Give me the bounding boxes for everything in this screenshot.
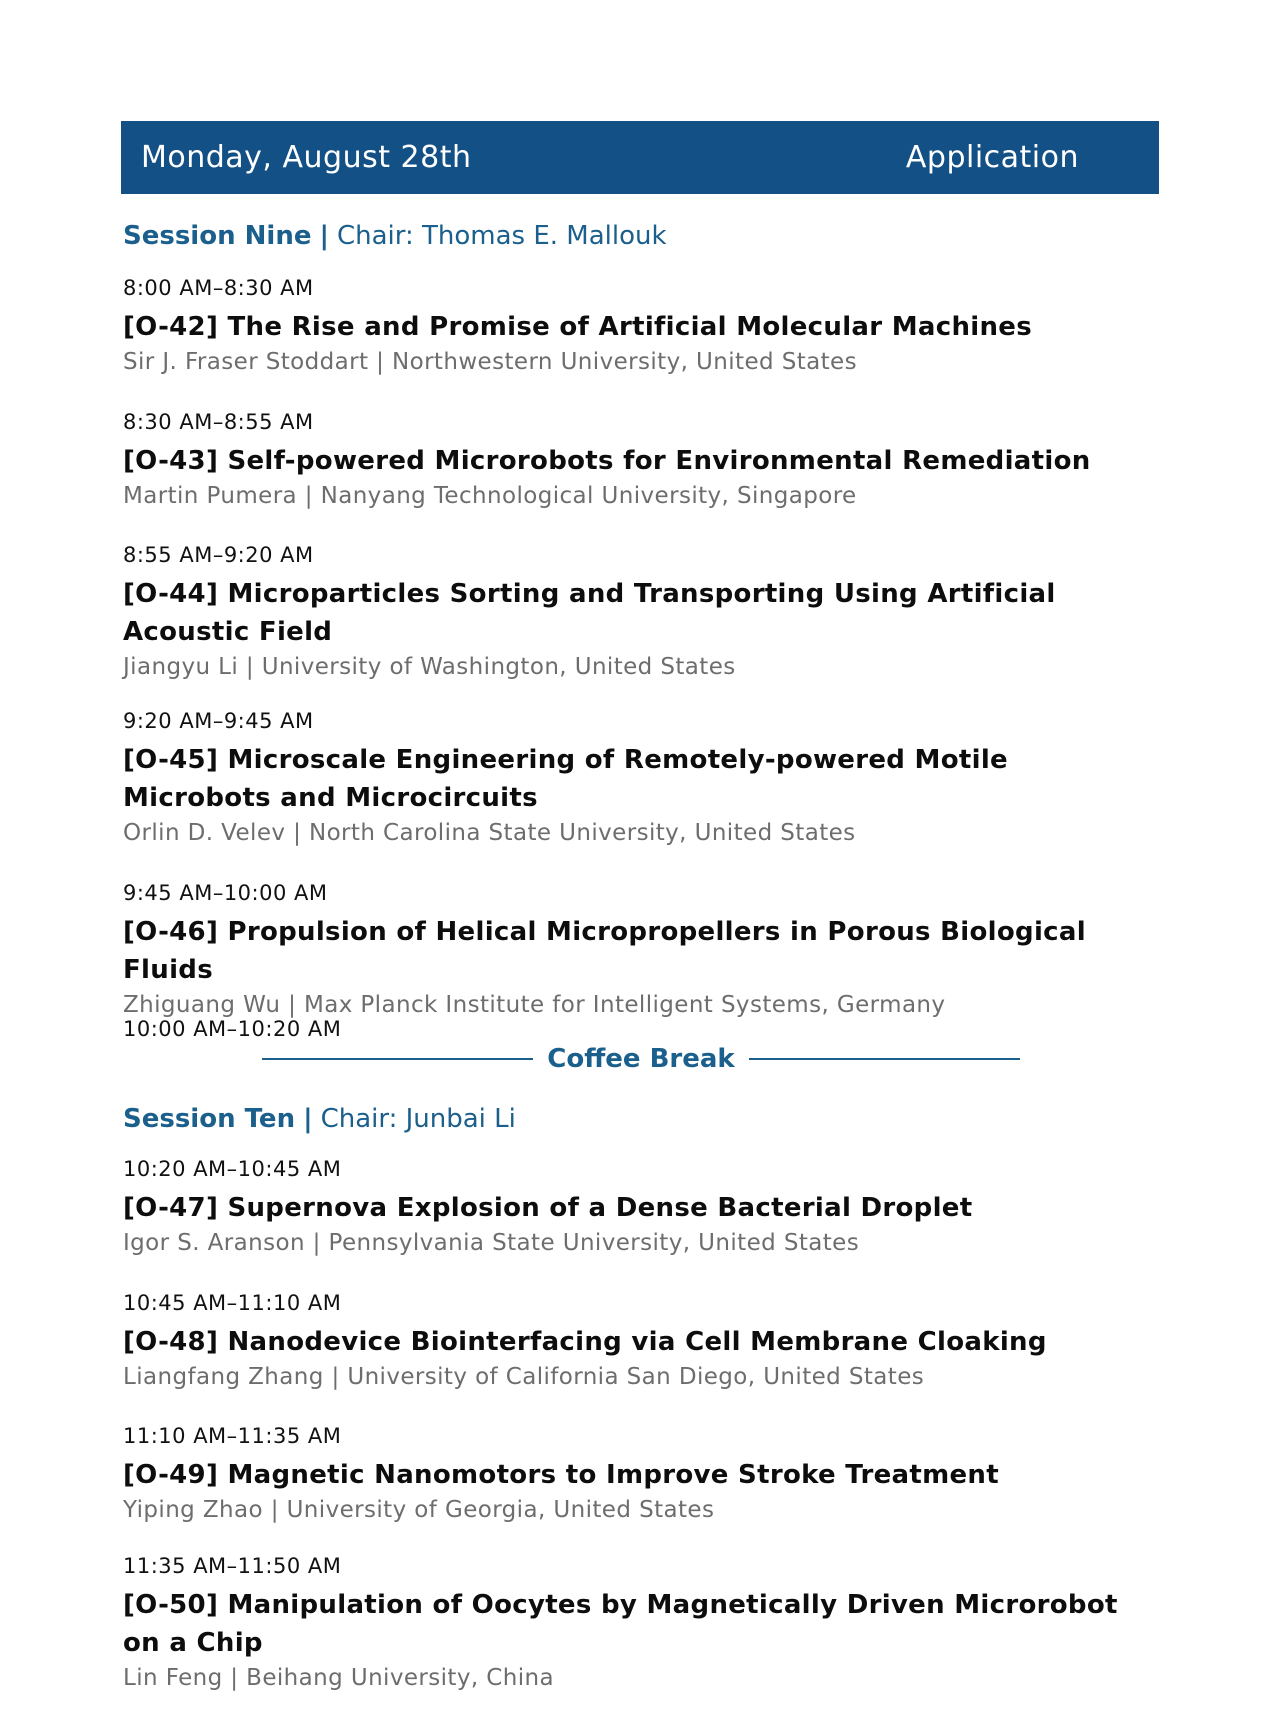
talk-time: 9:45 AM–10:00 AM bbox=[123, 881, 328, 905]
talk-speaker: Lin Feng | Beihang University, China bbox=[123, 1665, 554, 1691]
talk-speaker: Zhiguang Wu | Max Planck Institute for Intelligent Systems, Germany bbox=[123, 992, 946, 1018]
talk-time: 11:10 AM–11:35 AM bbox=[123, 1424, 342, 1448]
talk-time: 8:00 AM–8:30 AM bbox=[123, 276, 314, 300]
coffee-break-divider bbox=[262, 1041, 1020, 1077]
talk-o46 bbox=[123, 879, 1163, 1021]
talk-title: [O-43] Self-powered Microrobots for Environmental Remediation bbox=[123, 446, 1091, 476]
talk-speaker: Martin Pumera | Nanyang Technological University, Singapore bbox=[123, 483, 857, 509]
coffee-break-time: 10:00 AM–10:20 AM bbox=[123, 1017, 342, 1041]
divider-line-left bbox=[262, 1058, 533, 1060]
talk-title: [O-48] Nanodevice Biointerfacing via Cell Membrane Cloaking bbox=[123, 1327, 1047, 1357]
talk-time: 8:55 AM–9:20 AM bbox=[123, 543, 314, 567]
divider-line-right bbox=[749, 1058, 1020, 1060]
talk-title: [O-46] Propulsion of Helical Micropropellers in Porous Biological Fluids bbox=[123, 917, 1086, 985]
talk-speaker: Igor S. Aranson | Pennsylvania State University, United States bbox=[123, 1230, 860, 1256]
session-separator: | bbox=[319, 221, 329, 251]
talk-o49 bbox=[123, 1422, 1163, 1526]
talk-time: 10:45 AM–11:10 AM bbox=[123, 1291, 342, 1315]
header-day: Monday, August 28th bbox=[141, 140, 472, 175]
day-header-bar bbox=[121, 121, 1159, 194]
session-separator: | bbox=[303, 1104, 313, 1134]
session-chair: Chair: Thomas E. Mallouk bbox=[336, 221, 667, 251]
talk-o48 bbox=[123, 1289, 1163, 1393]
talk-title: [O-49] Magnetic Nanomotors to Improve Stroke Treatment bbox=[123, 1460, 999, 1490]
session-chair: Chair: Junbai Li bbox=[320, 1104, 516, 1134]
talk-o50 bbox=[123, 1552, 1163, 1694]
talk-speaker: Jiangyu Li | University of Washington, United States bbox=[123, 654, 736, 680]
talk-o47 bbox=[123, 1155, 1163, 1259]
talk-title: [O-45] Microscale Engineering of Remotely-powered Motile Microbots and Microcircuits bbox=[123, 745, 1008, 813]
talk-o43 bbox=[123, 408, 1163, 512]
talk-speaker: Sir J. Fraser Stoddart | Northwestern University, United States bbox=[123, 349, 857, 375]
talk-title: [O-44] Microparticles Sorting and Transporting Using Artificial Acoustic Field bbox=[123, 579, 1056, 647]
session-heading-ten bbox=[123, 1104, 516, 1134]
talk-time: 11:35 AM–11:50 AM bbox=[123, 1554, 342, 1578]
header-track: Application bbox=[905, 140, 1079, 175]
talk-o42 bbox=[123, 274, 1163, 378]
talk-title: [O-50] Manipulation of Oocytes by Magnetically Driven Microrobot on a Chip bbox=[123, 1590, 1118, 1658]
session-name: Session Ten bbox=[123, 1104, 296, 1134]
talk-speaker: Yiping Zhao | University of Georgia, United States bbox=[123, 1497, 715, 1523]
session-heading-nine bbox=[123, 221, 667, 251]
coffee-break-label: Coffee Break bbox=[547, 1044, 735, 1074]
talk-title: [O-42] The Rise and Promise of Artificial Molecular Machines bbox=[123, 312, 1032, 342]
talk-o45 bbox=[123, 707, 1163, 849]
talk-time: 8:30 AM–8:55 AM bbox=[123, 410, 314, 434]
talk-time: 10:20 AM–10:45 AM bbox=[123, 1157, 342, 1181]
session-name: Session Nine bbox=[123, 221, 312, 251]
talk-speaker: Liangfang Zhang | University of California San Diego, United States bbox=[123, 1364, 925, 1390]
talk-time: 9:20 AM–9:45 AM bbox=[123, 709, 314, 733]
talk-title: [O-47] Supernova Explosion of a Dense Bacterial Droplet bbox=[123, 1193, 973, 1223]
talk-o44 bbox=[123, 541, 1163, 683]
talk-speaker: Orlin D. Velev | North Carolina State University, United States bbox=[123, 820, 856, 846]
